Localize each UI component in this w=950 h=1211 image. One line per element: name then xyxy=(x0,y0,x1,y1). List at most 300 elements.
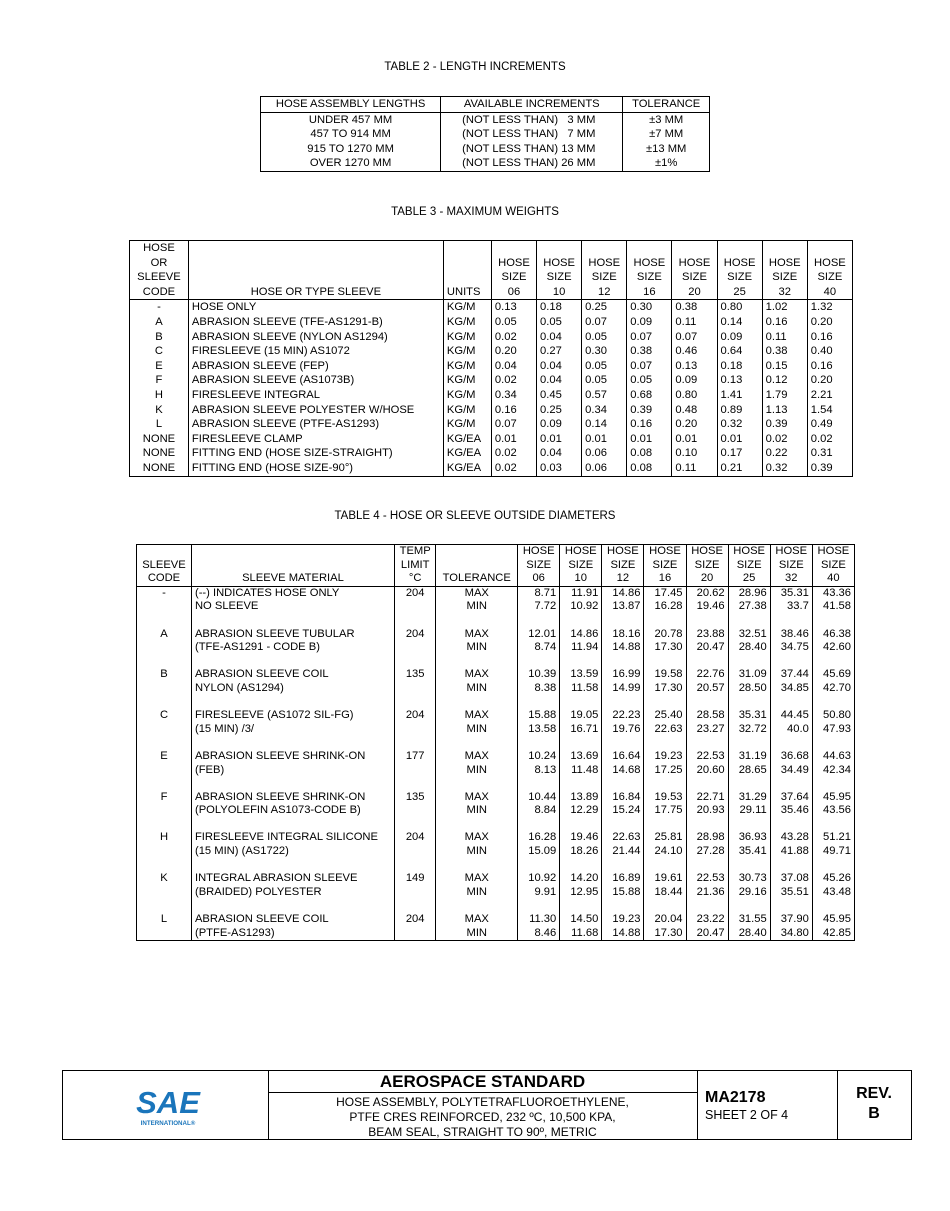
header-line: CODE xyxy=(147,572,181,585)
weight-value: 0.38 xyxy=(762,344,807,359)
size-header xyxy=(602,545,644,587)
table-row xyxy=(261,127,710,142)
weight-value: 0.07 xyxy=(491,417,536,432)
sleeve-code xyxy=(137,600,192,614)
weight-value: 0.04 xyxy=(537,330,582,345)
sleeve-code: E xyxy=(137,750,192,764)
column-header: AVAILABLE INCREMENTS xyxy=(441,97,623,113)
diameter-value: 38.46 xyxy=(770,628,812,642)
spacer-cell xyxy=(686,655,728,669)
diameter-value: 28.96 xyxy=(728,586,770,600)
weight-value: 0.11 xyxy=(672,315,717,330)
diameter-value: 15.09 xyxy=(518,845,560,859)
diameter-value: 19.58 xyxy=(644,668,686,682)
spacer-cell xyxy=(191,614,394,628)
sleeve-type: ABRASION SLEEVE POLYESTER W/HOSE xyxy=(188,403,443,418)
size-header xyxy=(717,241,762,300)
sleeve-code: L xyxy=(130,417,189,432)
diameter-value: 12.01 xyxy=(518,628,560,642)
sleeve-material: INTEGRAL ABRASION SLEEVE xyxy=(191,872,394,886)
weight-value: 0.48 xyxy=(672,403,717,418)
table4-title: TABLE 4 - HOSE OR SLEEVE OUTSIDE DIAMETERS xyxy=(334,510,616,522)
sleeve-code: A xyxy=(130,315,189,330)
diameter-value: 20.60 xyxy=(686,764,728,778)
tolerance: MIN xyxy=(436,886,518,900)
header-line: SIZE xyxy=(778,558,804,571)
sleeve-code: B xyxy=(137,668,192,682)
diameter-value: 43.36 xyxy=(812,586,854,600)
header-line: 32 xyxy=(785,572,798,585)
table-row xyxy=(137,641,855,655)
sleeve-code: K xyxy=(137,872,192,886)
diameter-value: 28.40 xyxy=(728,641,770,655)
temp-limit: 204 xyxy=(394,628,435,642)
header-line: HOSE xyxy=(723,256,756,269)
spacer-row xyxy=(137,859,855,873)
weight-value: 0.02 xyxy=(491,330,536,345)
diameter-value: 35.31 xyxy=(770,586,812,600)
diameter-value: 12.29 xyxy=(560,804,602,818)
spacer-cell xyxy=(191,818,394,832)
standard-cell xyxy=(268,1071,698,1139)
units: KG/M xyxy=(443,388,491,403)
tolerance: MAX xyxy=(436,709,518,723)
sleeve-type: ABRASION SLEEVE (FEP) xyxy=(188,359,443,374)
weight-value: 0.05 xyxy=(582,359,627,374)
weight-value: 0.02 xyxy=(807,432,852,447)
diameter-value: 14.20 xyxy=(560,872,602,886)
sleeve-code: - xyxy=(137,586,192,600)
sleeve-material: FIRESLEEVE (AS1072 SIL-FG) xyxy=(191,709,394,723)
diameter-value: 34.80 xyxy=(770,927,812,941)
weight-value: 0.16 xyxy=(627,417,672,432)
spacer-cell xyxy=(644,818,686,832)
spacer-cell xyxy=(137,777,192,791)
size-header xyxy=(627,241,672,300)
diameter-value: 17.30 xyxy=(644,927,686,941)
spacer-cell xyxy=(394,614,435,628)
weight-value: 0.01 xyxy=(717,432,762,447)
tolerance: MAX xyxy=(436,791,518,805)
units: KG/M xyxy=(443,417,491,432)
sleeve-type: ABRASION SLEEVE (PTFE-AS1293) xyxy=(188,417,443,432)
diameter-value: 45.95 xyxy=(812,913,854,927)
code-header xyxy=(130,241,189,300)
spacer-cell xyxy=(686,818,728,832)
tolerance: MIN xyxy=(436,682,518,696)
diameter-value: 21.36 xyxy=(686,886,728,900)
sae-logo xyxy=(135,1083,201,1127)
spacer-cell xyxy=(728,614,770,628)
diameter-value: 46.38 xyxy=(812,628,854,642)
diameter-value: 35.41 xyxy=(728,845,770,859)
units: KG/M xyxy=(443,359,491,374)
diameter-value: 18.44 xyxy=(644,886,686,900)
header-line: SIZE xyxy=(591,271,617,284)
spacer-cell xyxy=(518,736,560,750)
column-header: HOSE ASSEMBLY LENGTHS xyxy=(261,97,441,113)
spacer-cell xyxy=(770,614,812,628)
weight-value: 0.57 xyxy=(582,388,627,403)
diameter-value: 20.04 xyxy=(644,913,686,927)
weight-value: 0.02 xyxy=(491,461,536,476)
sleeve-material: (POLYOLEFIN AS1073-CODE B) xyxy=(191,804,394,818)
diameter-value: 44.45 xyxy=(770,709,812,723)
header-line: HOSE xyxy=(691,545,723,557)
spacer-cell xyxy=(436,899,518,913)
tolerance: MAX xyxy=(436,586,518,600)
sleeve-material: NO SLEEVE xyxy=(191,600,394,614)
table-row xyxy=(261,112,710,127)
spacer-cell xyxy=(812,696,854,710)
diameter-value: 36.93 xyxy=(728,831,770,845)
sleeve-code: NONE xyxy=(130,461,189,476)
spacer-cell xyxy=(686,859,728,873)
weight-value: 0.07 xyxy=(627,359,672,374)
diameter-value: 14.88 xyxy=(602,641,644,655)
diameter-value: 18.26 xyxy=(560,845,602,859)
size-header xyxy=(560,545,602,587)
spacer-cell xyxy=(518,859,560,873)
diameter-value: 8.13 xyxy=(518,764,560,778)
diameter-value: 22.76 xyxy=(686,668,728,682)
diameter-value: 32.51 xyxy=(728,628,770,642)
weight-value: 0.34 xyxy=(491,388,536,403)
table-row xyxy=(130,432,853,447)
diameter-value: 20.62 xyxy=(686,586,728,600)
diameter-value: 14.50 xyxy=(560,913,602,927)
size-header xyxy=(728,545,770,587)
temp-limit: 177 xyxy=(394,750,435,764)
weight-value: 0.09 xyxy=(537,417,582,432)
table-row xyxy=(130,417,853,432)
table-row xyxy=(137,750,855,764)
diameter-value: 19.46 xyxy=(560,831,602,845)
weight-value: 0.02 xyxy=(491,373,536,388)
size-header xyxy=(686,545,728,587)
diameter-value: 19.05 xyxy=(560,709,602,723)
table-row xyxy=(261,156,710,171)
header-line: HOSE xyxy=(649,545,681,557)
units: KG/M xyxy=(443,330,491,345)
diameter-value: 8.71 xyxy=(518,586,560,600)
weight-value: 0.08 xyxy=(627,446,672,461)
diameter-value: 16.28 xyxy=(644,600,686,614)
weight-value: 0.04 xyxy=(491,359,536,374)
header-line: SIZE xyxy=(652,558,678,571)
weight-value: 0.80 xyxy=(717,300,762,315)
temp-limit: 204 xyxy=(394,913,435,927)
table-row xyxy=(130,344,853,359)
diameter-value: 42.60 xyxy=(812,641,854,655)
header-line: 25 xyxy=(733,285,746,298)
diameter-value: 22.53 xyxy=(686,872,728,886)
spacer-cell xyxy=(728,899,770,913)
diameter-value: 43.28 xyxy=(770,831,812,845)
spacer-cell xyxy=(436,696,518,710)
spacer-cell xyxy=(137,655,192,669)
table-row xyxy=(137,668,855,682)
table-row xyxy=(137,682,855,696)
table-row xyxy=(130,403,853,418)
header-line: LIMIT xyxy=(400,558,430,571)
sleeve-type: FIRESLEEVE CLAMP xyxy=(188,432,443,447)
table-row xyxy=(130,446,853,461)
weight-value: 0.25 xyxy=(537,403,582,418)
diameter-value: 28.65 xyxy=(728,764,770,778)
tolerance: MAX xyxy=(436,872,518,886)
weight-value: 2.21 xyxy=(807,388,852,403)
weight-value: 0.12 xyxy=(762,373,807,388)
spacer-row xyxy=(137,818,855,832)
spacer-cell xyxy=(560,655,602,669)
spacer-cell xyxy=(644,736,686,750)
spacer-row xyxy=(137,777,855,791)
diameter-value: 35.46 xyxy=(770,804,812,818)
units: KG/M xyxy=(443,344,491,359)
sleeve-code: NONE xyxy=(130,446,189,461)
document-number: MA2178 xyxy=(705,1089,766,1106)
weight-value: 1.79 xyxy=(762,388,807,403)
table3-title: TABLE 3 - MAXIMUM WEIGHTS xyxy=(391,206,559,218)
table-row xyxy=(137,628,855,642)
weight-value: 0.27 xyxy=(537,344,582,359)
spacer-cell xyxy=(686,696,728,710)
tolerance: MAX xyxy=(436,628,518,642)
header-line: 40 xyxy=(827,572,840,585)
spacer-cell xyxy=(560,899,602,913)
header-line: SIZE xyxy=(501,271,527,284)
sleeve-code: F xyxy=(130,373,189,388)
table-cell: OVER 1270 MM xyxy=(261,156,441,171)
header-line: CODE xyxy=(142,285,176,298)
diameter-value: 16.84 xyxy=(602,791,644,805)
weight-value: 1.13 xyxy=(762,403,807,418)
spacer-cell xyxy=(560,696,602,710)
diameter-value: 13.89 xyxy=(560,791,602,805)
table-cell: 457 TO 914 MM xyxy=(261,127,441,142)
header-line: TEMP xyxy=(399,545,431,557)
header-line: 20 xyxy=(688,285,701,298)
sleeve-type: ABRASION SLEEVE (TFE-AS1291-B) xyxy=(188,315,443,330)
diameter-value: 8.74 xyxy=(518,641,560,655)
table-row xyxy=(137,831,855,845)
tolerance: MAX xyxy=(436,831,518,845)
weight-value: 0.39 xyxy=(807,461,852,476)
weight-value: 0.08 xyxy=(627,461,672,476)
weight-value: 1.02 xyxy=(762,300,807,315)
table-cell: (NOT LESS THAN) 3 MM xyxy=(441,112,623,127)
tolerance: MIN xyxy=(436,641,518,655)
weight-value: 0.11 xyxy=(762,330,807,345)
spacer-cell xyxy=(644,899,686,913)
weight-value: 0.21 xyxy=(717,461,762,476)
weight-value: 0.25 xyxy=(582,300,627,315)
spacer-cell xyxy=(602,696,644,710)
diameter-value: 16.71 xyxy=(560,723,602,737)
spacer-cell xyxy=(770,899,812,913)
spacer-cell xyxy=(560,818,602,832)
diameter-value: 11.91 xyxy=(560,586,602,600)
spacer-cell xyxy=(686,777,728,791)
table-row xyxy=(137,764,855,778)
table2-title: TABLE 2 - LENGTH INCREMENTS xyxy=(384,61,566,73)
outside-diameters-table xyxy=(136,544,855,941)
diameter-value: 47.93 xyxy=(812,723,854,737)
spacer-cell xyxy=(560,614,602,628)
spacer-row xyxy=(137,614,855,628)
diameter-value: 18.16 xyxy=(602,628,644,642)
weight-value: 0.13 xyxy=(672,359,717,374)
spacer-cell xyxy=(137,696,192,710)
diameter-value: 27.28 xyxy=(686,845,728,859)
spacer-cell xyxy=(394,696,435,710)
header-line: HOSE xyxy=(143,242,175,254)
weight-value: 0.07 xyxy=(582,315,627,330)
column-header: TOLERANCE xyxy=(623,97,710,113)
weight-value: 0.02 xyxy=(491,446,536,461)
weight-value: 0.16 xyxy=(491,403,536,418)
diameter-value: 11.30 xyxy=(518,913,560,927)
table-row xyxy=(130,300,853,315)
spacer-cell xyxy=(137,859,192,873)
diameter-value: 35.51 xyxy=(770,886,812,900)
weight-value: 0.04 xyxy=(537,359,582,374)
weight-value: 0.01 xyxy=(672,432,717,447)
diameter-value: 51.21 xyxy=(812,831,854,845)
temp-limit: 204 xyxy=(394,709,435,723)
weight-value: 0.80 xyxy=(672,388,717,403)
diameter-value: 40.0 xyxy=(770,723,812,737)
diameter-value: 28.58 xyxy=(686,709,728,723)
diameter-value: 17.75 xyxy=(644,804,686,818)
spacer-cell xyxy=(560,736,602,750)
weight-value: 0.07 xyxy=(627,330,672,345)
table-row xyxy=(130,388,853,403)
table-cell: ±3 MM xyxy=(623,112,710,127)
diameter-value: 7.72 xyxy=(518,600,560,614)
spacer-cell xyxy=(518,899,560,913)
sleeve-type: FIRESLEEVE (15 MIN) AS1072 xyxy=(188,344,443,359)
spacer-cell xyxy=(436,818,518,832)
spacer-cell xyxy=(644,655,686,669)
units: KG/M xyxy=(443,315,491,330)
weight-value: 0.05 xyxy=(491,315,536,330)
weight-value: 0.31 xyxy=(807,446,852,461)
size-header xyxy=(762,241,807,300)
document-cell xyxy=(697,1071,838,1139)
units: KG/M xyxy=(443,403,491,418)
header-line: SIZE xyxy=(546,271,572,284)
weight-value: 0.13 xyxy=(717,373,762,388)
spacer-cell xyxy=(770,655,812,669)
weight-value: 0.89 xyxy=(717,403,762,418)
sheet-number: SHEET 2 OF 4 xyxy=(705,1108,789,1122)
tolerance: MIN xyxy=(436,764,518,778)
spacer-cell xyxy=(812,818,854,832)
spacer-cell xyxy=(436,655,518,669)
spacer-cell xyxy=(602,859,644,873)
size-header xyxy=(537,241,582,300)
size-header xyxy=(582,241,627,300)
header-line: 06 xyxy=(507,285,521,298)
diameter-value: 10.24 xyxy=(518,750,560,764)
sleeve-code: NONE xyxy=(130,432,189,447)
sleeve-type: ABRASION SLEEVE (AS1073B) xyxy=(188,373,443,388)
diameter-value: 24.10 xyxy=(644,845,686,859)
temp-limit xyxy=(394,845,435,859)
diameter-value: 16.28 xyxy=(518,831,560,845)
diameter-value: 22.63 xyxy=(602,831,644,845)
diameter-value: 13.87 xyxy=(602,600,644,614)
diameter-value: 14.86 xyxy=(602,586,644,600)
diameter-value: 17.25 xyxy=(644,764,686,778)
diameter-value: 37.44 xyxy=(770,668,812,682)
header-line: HOSE xyxy=(817,545,850,557)
header-line: SIZE xyxy=(820,558,846,571)
diameter-value: 10.39 xyxy=(518,668,560,682)
spacer-cell xyxy=(686,899,728,913)
material-header: SLEEVE MATERIAL xyxy=(191,545,394,587)
weight-value: 0.18 xyxy=(537,300,582,315)
spacer-cell xyxy=(436,736,518,750)
spacer-cell xyxy=(602,614,644,628)
table-row xyxy=(137,886,855,900)
weight-value: 0.34 xyxy=(582,403,627,418)
diameter-value: 20.78 xyxy=(644,628,686,642)
weight-value: 0.32 xyxy=(762,461,807,476)
weight-value: 0.05 xyxy=(537,315,582,330)
weight-value: 0.09 xyxy=(717,330,762,345)
temp-header xyxy=(394,545,435,587)
weight-value: 0.04 xyxy=(537,446,582,461)
units: KG/EA xyxy=(443,432,491,447)
sae-logo-subtext: INTERNATIONAL® xyxy=(140,1120,196,1127)
diameter-value: 42.70 xyxy=(812,682,854,696)
spacer-cell xyxy=(394,655,435,669)
type-header: HOSE OR TYPE SLEEVE xyxy=(188,241,443,300)
table-row xyxy=(130,359,853,374)
header-line: SIZE xyxy=(736,558,762,571)
tolerance: MIN xyxy=(436,723,518,737)
revision-value: B xyxy=(868,1105,880,1122)
header-line: 12 xyxy=(598,285,611,298)
temp-limit xyxy=(394,804,435,818)
sleeve-code: E xyxy=(130,359,189,374)
tolerance: MAX xyxy=(436,750,518,764)
weight-value: 0.68 xyxy=(627,388,672,403)
size-header xyxy=(812,545,854,587)
diameter-value: 14.68 xyxy=(602,764,644,778)
weight-value: 0.11 xyxy=(672,461,717,476)
table-row xyxy=(137,804,855,818)
header-line: 20 xyxy=(700,572,714,585)
weight-value: 0.38 xyxy=(672,300,717,315)
weight-value: 0.39 xyxy=(627,403,672,418)
sleeve-material: (--) INDICATES HOSE ONLY xyxy=(191,586,394,600)
temp-limit xyxy=(394,682,435,696)
diameter-value: 34.49 xyxy=(770,764,812,778)
header-line: OR xyxy=(150,256,168,269)
code-header xyxy=(137,545,192,587)
header-line: HOSE xyxy=(498,256,530,269)
units: KG/EA xyxy=(443,446,491,461)
weight-value: 0.40 xyxy=(807,344,852,359)
spacer-cell xyxy=(191,655,394,669)
header-line: HOSE xyxy=(522,545,555,557)
size-header xyxy=(770,545,812,587)
table-cell: (NOT LESS THAN) 13 MM xyxy=(441,142,623,157)
